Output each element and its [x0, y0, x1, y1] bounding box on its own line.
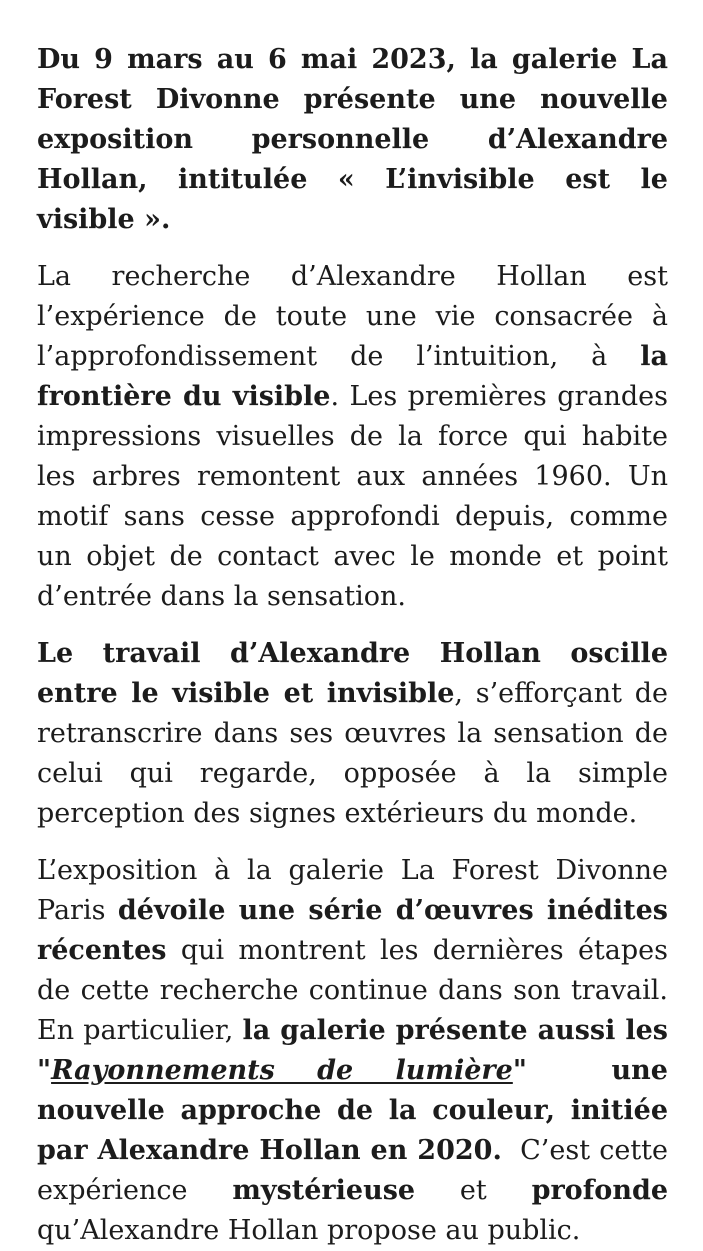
text-segment: L’exposition à la galerie La Forest Divonne Paris	[37, 855, 668, 926]
text-segment: mystérieuse	[232, 1175, 416, 1206]
text-segment	[527, 1055, 612, 1086]
text-segment: Du 9 mars au 6 mai 2023, la galerie La Forest Divonne présente une nouvelle exposition personnelle d’Alexandre Hollan, intitulée « L’invisible est le visible ».	[37, 44, 668, 235]
intro-paragraph	[37, 40, 668, 240]
rayonnements-title: Rayonnements de lumière	[51, 1055, 513, 1086]
text-segment: qu’Alexandre Hollan propose au public.	[37, 1215, 581, 1246]
text-segment: dévoile une série d’œuvres inédites récentes	[37, 895, 668, 966]
work-paragraph	[37, 634, 668, 834]
text-segment: et	[415, 1175, 532, 1206]
exhibition-paragraph	[37, 851, 668, 1251]
text-segment: . Les premières grandes impressions visuelles de la force qui habite les arbres remontent aux années 1960. Un motif sans cesse approfondi depuis, comme un objet de contact avec le monde et point d’entrée dans la sensation.	[37, 381, 668, 612]
text-segment: , s’efforçant de retranscrire dans ses œuvres la sensation de celui qui regarde, opposée à la simple perception des signes extérieurs du monde.	[37, 678, 668, 829]
text-segment: Le travail d’Alexandre Hollan oscille entre le visible et invisible	[37, 638, 668, 709]
text-segment: La recherche d’Alexandre Hollan est l’expérience de toute une vie consacrée à l’approfondissement de l’intuition, à	[37, 261, 668, 372]
text-segment: C’est cette expérience	[37, 1135, 668, 1206]
text-segment: la frontière du visible	[37, 341, 668, 412]
research-paragraph	[37, 257, 668, 617]
text-segment: profonde	[531, 1175, 669, 1206]
text-segment: la galerie présente aussi les "	[37, 1015, 668, 1086]
text-segment: qui montrent les dernières étapes de cette recherche continue dans son travail. En particulier,	[37, 935, 668, 1046]
text-segment: une nouvelle approche de la couleur, initiée par Alexandre Hollan en 2020.	[37, 1055, 668, 1166]
text-segment: "	[512, 1055, 527, 1086]
